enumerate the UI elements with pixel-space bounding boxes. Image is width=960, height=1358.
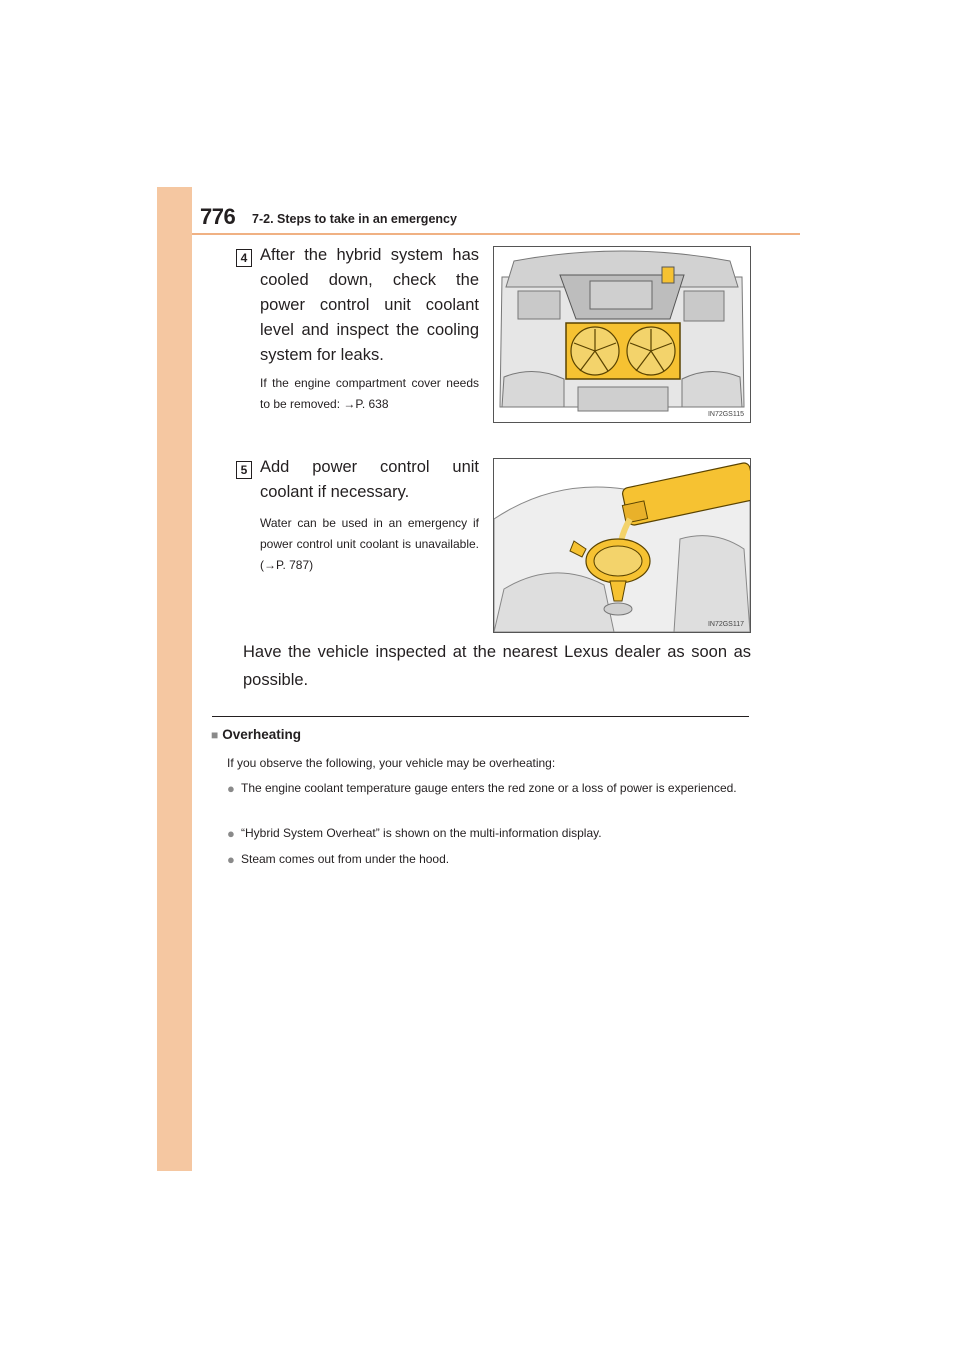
section-title: 7-2. Steps to take in an emergency [252, 212, 457, 226]
side-tab-band [157, 187, 192, 1171]
step-number-badge: 4 [236, 249, 252, 267]
list-item-text: The engine coolant temperature gauge enters the red zone or a loss of power is experienced. [241, 781, 737, 795]
coolant-pour-funnel-illustration [494, 459, 750, 632]
list-item-text: Steam comes out from under the hood. [241, 852, 450, 866]
step-5-text: Add power control unit coolant if necessary. [260, 458, 479, 501]
list-item-text: “Hybrid System Overheat” is shown on the multi-information display. [241, 826, 602, 840]
list-item [227, 779, 749, 798]
bullet-icon: ● [227, 852, 235, 867]
bullet-icon: ● [227, 781, 235, 796]
info-intro: If you observe the following, your vehicle may be overheating: [227, 756, 556, 770]
info-heading [211, 727, 301, 742]
header-rule [192, 233, 800, 235]
step-4-note: If the engine compartment cover needs to be removed: →P. 638 [260, 376, 479, 411]
bullet-icon: ● [227, 826, 235, 841]
page-number: 776 [200, 204, 236, 229]
figure-code: IN72GS117 [707, 621, 744, 628]
figure-code: IN72GS115 [707, 411, 744, 418]
list-item [227, 850, 749, 869]
step-4-text: After the hybrid system has cooled down, check the power control unit coolant level and inspect the cooling system for leaks. [260, 246, 479, 364]
section-divider [212, 716, 749, 717]
engine-compartment-fans-illustration [494, 247, 750, 422]
coolant-refill-figure [493, 458, 751, 633]
step-5-note: Water can be used in an emergency if power control unit coolant is unavailable. (→P. 787) [260, 516, 479, 572]
step-number-badge: 5 [236, 461, 252, 479]
info-heading-text: Overheating [222, 727, 302, 742]
list-item [227, 824, 749, 843]
square-marker-icon: ■ [211, 728, 219, 742]
closing-paragraph: Have the vehicle inspected at the nearest Lexus dealer as soon as possible. [243, 643, 751, 689]
engine-compartment-figure [493, 246, 751, 423]
